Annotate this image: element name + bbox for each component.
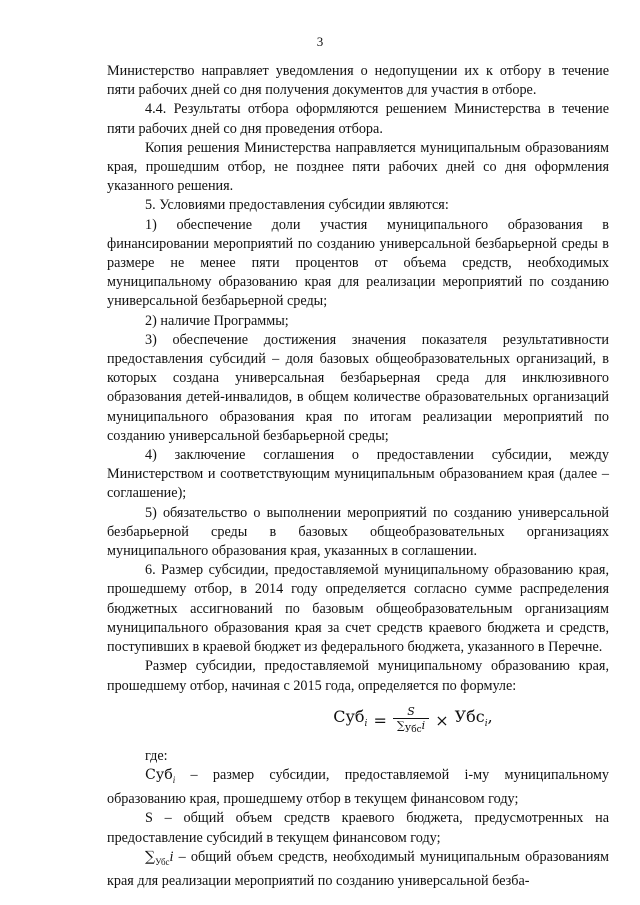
- paragraph: 5) обязательство о выполнении мероприятий по созданию универсальной безбарьерной среды в базовых общеобразовательных организациях муниципального образования края, указанных в соглашении.: [107, 504, 609, 560]
- paragraph: 6. Размер субсидии, предоставляемой муниципальному образованию края, прошедшему отбор, в 2014 году определяется согласно сумме распределения бюджетных ассигнований по базовым общеобразовательным организациям муниципального образования края за счет средств краевого бюджета и средств, поступивших в краевой бюджет из федерального бюджета, указанного в Перечне.: [107, 562, 609, 656]
- formula-denominator: $\sum_{Убс}i$: [396, 718, 426, 735]
- formula-rhs: Убс$_i$,: [454, 707, 493, 730]
- subsidy-formula: [107, 705, 609, 737]
- formula-times: ×: [435, 710, 449, 730]
- paragraph: 3) обеспечение достижения значения показателя результативности предоставления субсидий – доля базовых общеобразовательных организаций, в которых создана универсальная безбарьерная среда для инклюзивного образования детей-инвалидов, в общем количестве образовательных организаций муниципального образования края по итогам реализации мероприятий по созданию универсальной безбарьерной среды;: [107, 331, 609, 444]
- formula-fraction: [393, 705, 429, 737]
- paragraph: 2) наличие Программы;: [145, 312, 289, 329]
- definition-sum: $\sum_{Убс}i$ – общий объем средств, необходимый муниципальным образованиям края для реализации мероприятий по созданию универсальной безба-: [107, 848, 609, 889]
- definition-sub: Суб$_i$ – размер субсидии, предоставляемой i-му муниципальному образованию края, прошедшему отбор в текущем финансовом году;: [107, 767, 609, 808]
- paragraph: 4.4. Результаты отбора оформляются решением Министерства в течение пяти рабочих дней со дня проведения отбора.: [107, 101, 609, 137]
- paragraph: 5. Условиями предоставления субсидии являются:: [145, 197, 449, 214]
- paragraph: Размер субсидии, предоставляемой муниципальному образованию края, прошедшему отбор, начиная с 2015 года, определяется по формуле:: [107, 658, 609, 694]
- formula-numerator: S: [407, 704, 415, 718]
- document-body: [107, 62, 609, 891]
- paragraph: Министерство направляет уведомления о недопущении их к отбору в течение пяти рабочих дней со дня получения документов для участия в отборе.: [107, 63, 609, 99]
- paragraph: Копия решения Министерства направляется муниципальным образованиям края, прошедшим отбор, не позднее пяти рабочих дней со дня оформления указанного решения.: [107, 139, 609, 195]
- paragraph: 4) заключение соглашения о предоставлении субсидии, между Министерством и соответствующим муниципальным образованием края (далее – соглашение);: [107, 447, 609, 502]
- page-number: 3: [316, 34, 324, 49]
- definition-s: S – общий объем средств краевого бюджета, предусмотренных на предоставление субсидий в текущем финансовом году;: [107, 810, 609, 846]
- where-label: где:: [145, 747, 168, 764]
- formula-lhs: Суб$_i$: [333, 707, 368, 730]
- formula-equals: =: [373, 710, 387, 730]
- paragraph: 1) обеспечение доли участия муниципального образования в финансировании мероприятий по созданию универсальной безбарьерной среды в размере не менее пяти процентов от объема средств, необходимых муниципальному образованию края для реализации мероприятий по созданию универсальной безбарьерной среды;: [107, 216, 609, 310]
